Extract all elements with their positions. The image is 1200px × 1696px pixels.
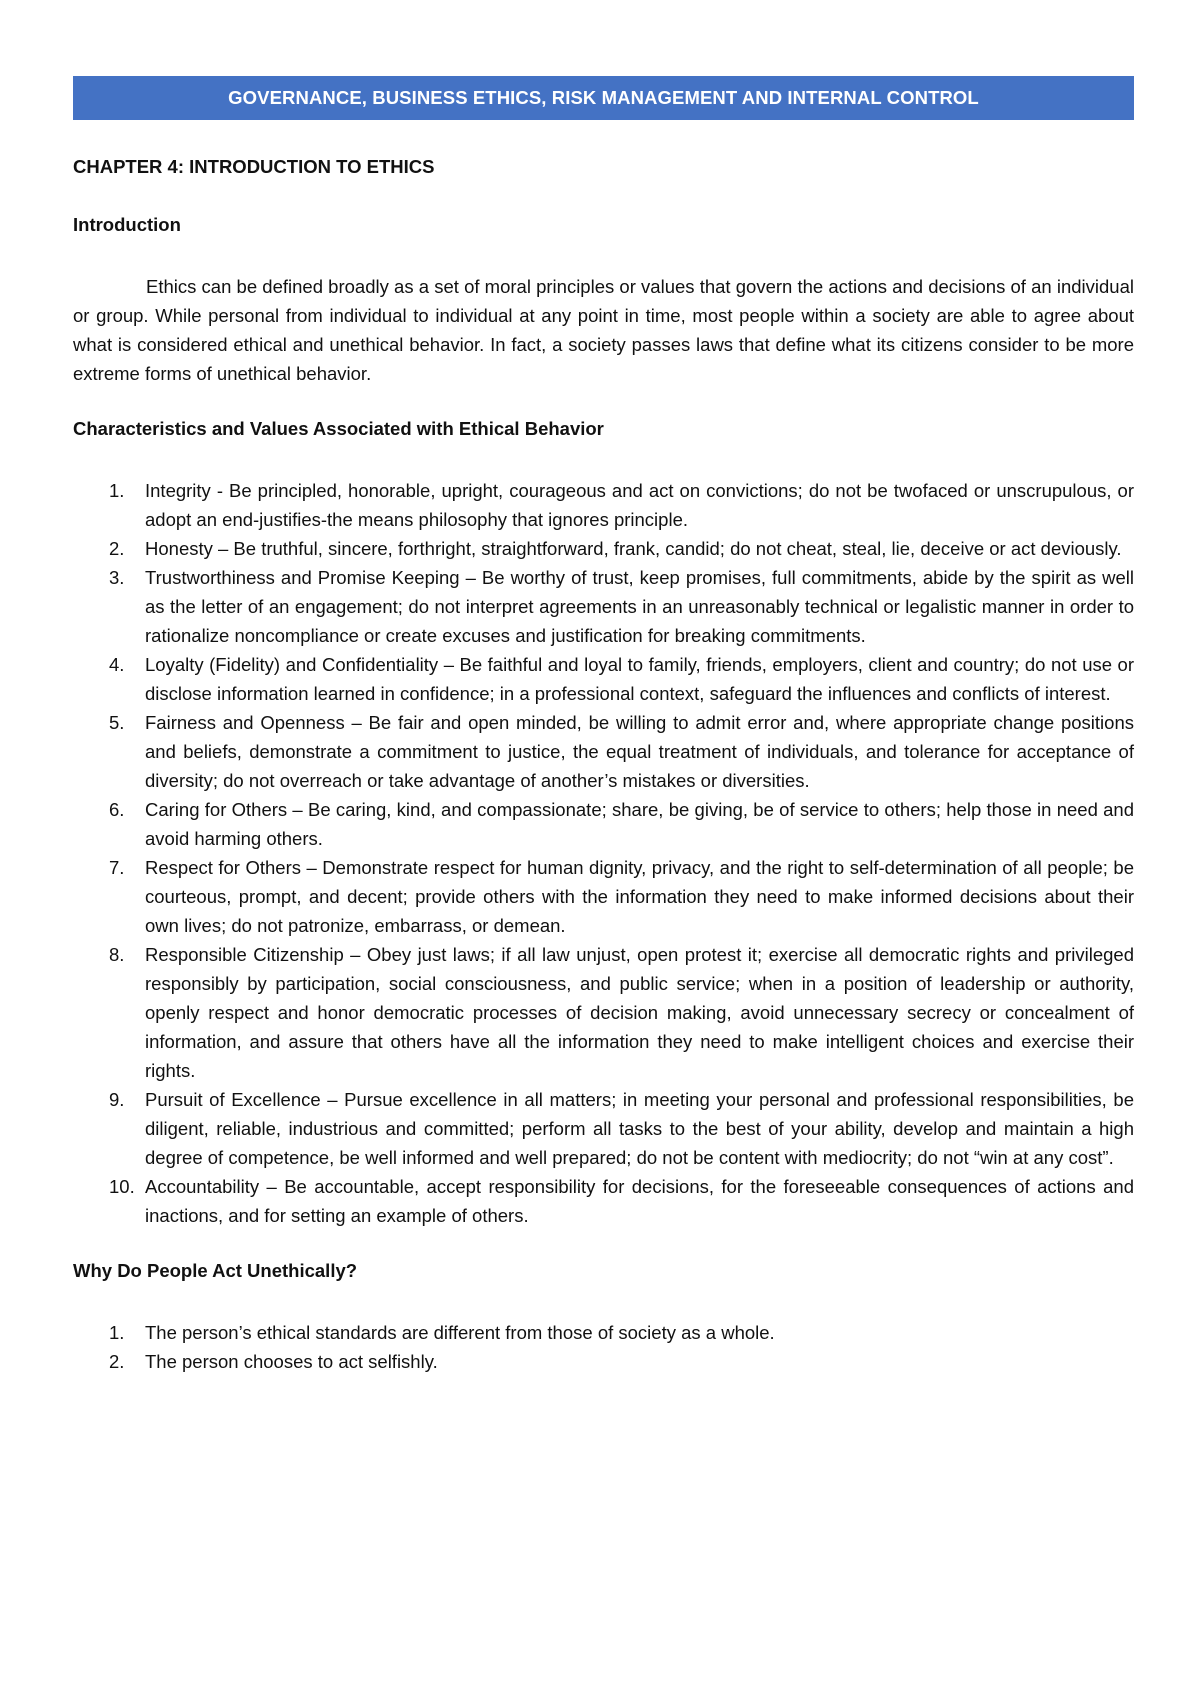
- document-page: [73, 76, 1134, 1376]
- list-item-text: The person’s ethical standards are different from those of society as a whole.: [145, 1322, 775, 1343]
- list-item-number: 4.: [109, 654, 125, 675]
- list-item: [73, 853, 1134, 940]
- list-item-text: Respect for Others – Demonstrate respect for human dignity, privacy, and the right to self-determination of all people; be courteous, prompt, and decent; provide others with the information they need to make informed decisions about their own lives; do not patronize, embarrass, or demean.: [145, 857, 1134, 936]
- document-banner: GOVERNANCE, BUSINESS ETHICS, RISK MANAGEMENT AND INTERNAL CONTROL: [73, 76, 1134, 120]
- list-item-number: 1.: [109, 1322, 125, 1343]
- list-item: [73, 795, 1134, 853]
- introduction-heading: Introduction: [73, 214, 181, 235]
- ethical-values-list: [73, 476, 1134, 1230]
- list-item-number: 10.: [109, 1176, 135, 1197]
- list-item-number: 1.: [109, 480, 125, 501]
- list-item-number: 3.: [109, 567, 125, 588]
- list-item-number: 5.: [109, 712, 125, 733]
- list-item-number: 7.: [109, 857, 125, 878]
- list-item-text: Integrity - Be principled, honorable, upright, courageous and act on convictions; do not be twofaced or unscrupulous, or adopt an end-justifies-the means philosophy that ignores principle.: [145, 480, 1134, 530]
- chapter-title: CHAPTER 4: INTRODUCTION TO ETHICS: [73, 156, 435, 177]
- why-unethical-heading: Why Do People Act Unethically?: [73, 1260, 358, 1281]
- list-item-number: 8.: [109, 944, 125, 965]
- list-item: [73, 1318, 1134, 1347]
- list-item-text: Caring for Others – Be caring, kind, and compassionate; share, be giving, be of service to others; help those in need and avoid harming others.: [145, 799, 1134, 849]
- list-item-number: 6.: [109, 799, 125, 820]
- list-item-number: 2.: [109, 1351, 125, 1372]
- list-item: [73, 708, 1134, 795]
- list-item: [73, 940, 1134, 1085]
- list-item: [73, 1347, 1134, 1376]
- list-item-text: Pursuit of Excellence – Pursue excellence in all matters; in meeting your personal and professional responsibilities, be diligent, reliable, industrious and committed; perform all tasks to the best of your ability, develop and maintain a high degree of competence, be well informed and well prepared; do not be content with mediocrity; do not “win at any cost”.: [145, 1089, 1134, 1168]
- introduction-paragraph: Ethics can be defined broadly as a set of moral principles or values that govern the actions and decisions of an individual or group. While personal from individual to individual at any point in time, most people within a society are able to agree about what is considered ethical and unethical behavior. In fact, a society passes laws that define what its citizens consider to be more extreme forms of unethical behavior.: [73, 276, 1134, 384]
- list-item-text: The person chooses to act selfishly.: [145, 1351, 438, 1372]
- list-item-number: 2.: [109, 538, 125, 559]
- list-item: [73, 650, 1134, 708]
- list-item-text: Fairness and Openness – Be fair and open minded, be willing to admit error and, where appropriate change positions and beliefs, demonstrate a commitment to justice, the equal treatment of individuals, and tolerance for acceptance of diversity; do not overreach or take advantage of another’s mistakes or diversities.: [145, 712, 1134, 791]
- characteristics-heading: Characteristics and Values Associated with Ethical Behavior: [73, 418, 604, 439]
- list-item-text: Honesty – Be truthful, sincere, forthright, straightforward, frank, candid; do not cheat, steal, lie, deceive or act deviously.: [145, 538, 1122, 559]
- list-item: [73, 1085, 1134, 1172]
- list-item-number: 9.: [109, 1089, 125, 1110]
- list-item-text: Trustworthiness and Promise Keeping – Be worthy of trust, keep promises, full commitments, abide by the spirit as well as the letter of an engagement; do not interpret agreements in an unreasonably technical or legalistic manner in order to rationalize noncompliance or create excuses and justification for breaking commitments.: [145, 567, 1134, 646]
- list-item: [73, 1172, 1134, 1230]
- list-item-text: Loyalty (Fidelity) and Confidentiality – Be faithful and loyal to family, friends, employers, client and country; do not use or disclose information learned in confidence; in a professional context, safeguard the influences and conflicts of interest.: [145, 654, 1134, 704]
- unethical-reasons-list: [73, 1318, 1134, 1376]
- list-item: [73, 534, 1134, 563]
- list-item: [73, 563, 1134, 650]
- list-item-text: Responsible Citizenship – Obey just laws; if all law unjust, open protest it; exercise all democratic rights and privileged responsibly by participation, social consciousness, and public service; when in a position of leadership or authority, openly respect and honor democratic processes of decision making, avoid unnecessary secrecy or concealment of information, and assure that others have all the information they need to make intelligent choices and exercise their rights.: [145, 944, 1134, 1081]
- list-item-text: Accountability – Be accountable, accept responsibility for decisions, for the foreseeable consequences of actions and inactions, and for setting an example of others.: [145, 1176, 1134, 1226]
- list-item: [73, 476, 1134, 534]
